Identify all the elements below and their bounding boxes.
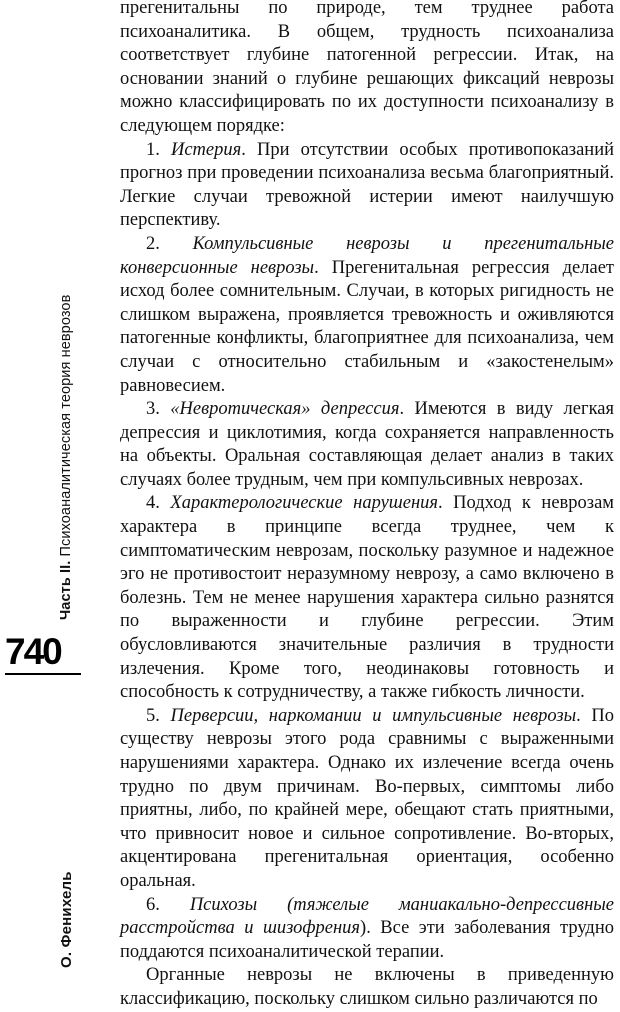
item-text: . По существу неврозы этого рода сравнимы с выраженными нарушениями характера. Однако их излечение всегда очень трудно по двум причинам. Во-первых, симптомы либо приятны, либо, по крайней мере, обещают стать приятными, что привносит новое и сильное сопротивление. Во-вторых, акцентирована прегенитальная ориентация, особенно оральная. — [120, 705, 614, 891]
item-title: Перверсии, наркомании и импульсивные неврозы — [170, 705, 577, 726]
part-title: Психоаналитическая теория неврозов — [58, 294, 74, 557]
list-item-neurotic-depression — [120, 398, 614, 492]
item-number: 3. — [146, 399, 160, 420]
side-rail — [0, 0, 96, 995]
item-title: «Невротическая» депрессия — [170, 399, 400, 420]
item-number: 5. — [146, 705, 160, 726]
intro-paragraph: прегенитальны по природе, тем труднее работа психоаналитика. В общем, трудность психоанализа соответствует глубине патогенной регрессии. Итак, на основании знаний о глубине решающих фиксаций неврозы можно классифицировать по их доступности психоанализу в следующем порядке: — [120, 0, 614, 136]
page-number-rule — [5, 673, 81, 675]
body-text — [120, 0, 614, 1012]
item-number: 6. — [146, 894, 160, 915]
running-header-author: О. Фенихель — [58, 871, 75, 968]
item-title: Истерия — [170, 139, 242, 160]
item-title: Психозы (тяжелые маниакально-депрессивные расстройства и шизофрения — [120, 894, 615, 939]
item-text: ). Все эти заболевания трудно поддаются психоаналитической терапии. — [120, 918, 614, 962]
list-item-hysteria — [120, 139, 614, 233]
item-text: . При отсутствии особых противопоказаний прогноз при проведении психоанализа весьма благоприятный. Легкие случаи тревожной истерии имеют наилучшую перспективу. — [120, 139, 615, 231]
running-header-part — [58, 295, 74, 620]
item-title: Характерологические нарушения — [170, 493, 439, 514]
closing-paragraph: Органные неврозы не включены в приведенную классификацию, поскольку слишком сильно различаются по — [120, 965, 614, 1009]
item-number: 4. — [146, 493, 160, 514]
part-label: Часть II. — [58, 560, 74, 620]
page-number: 740 — [5, 631, 61, 672]
item-title: Компульсивные неврозы и прегенитальные конверсионные неврозы — [120, 233, 614, 278]
item-number: 2. — [146, 233, 160, 254]
list-item-perversions — [120, 705, 614, 894]
list-item-compulsive-neuroses — [120, 233, 614, 398]
item-text: . Имеются в виду легкая депрессия и циклотимия, когда сохраняется направленность на объекты. Оральная составляющая делает анализ в таких случаях более трудным, чем при компульсивных неврозах. — [120, 399, 614, 490]
list-item-character-disorders — [120, 492, 614, 704]
list-item-psychoses — [120, 894, 614, 965]
item-number: 1. — [146, 139, 160, 160]
item-text: . Подход к неврозам характера в принципе всегда труднее, чем к симптоматическим неврозам, поскольку разумное и надежное эго не противостоит неразумному неврозу, а само включено в болезнь. Тем не менее нарушения характера сильно разнятся по выраженности и глубине регрессии. Этим обусловливаются значительные различия в трудности излечения. Кроме того, неодинаковы готовность и способность к сотрудничеству, а также гибкость личности. — [120, 493, 614, 703]
item-text: . Прегенитальная регрессия делает исход более сомнительным. Случаи, в которых ригидность не слишком выражена, проявляется тревожность и оживляются патогенные конфликты, благоприятнее для психоанализа, чем случаи с относительно стабильным и «закостенелым» равновесием. — [120, 257, 614, 396]
